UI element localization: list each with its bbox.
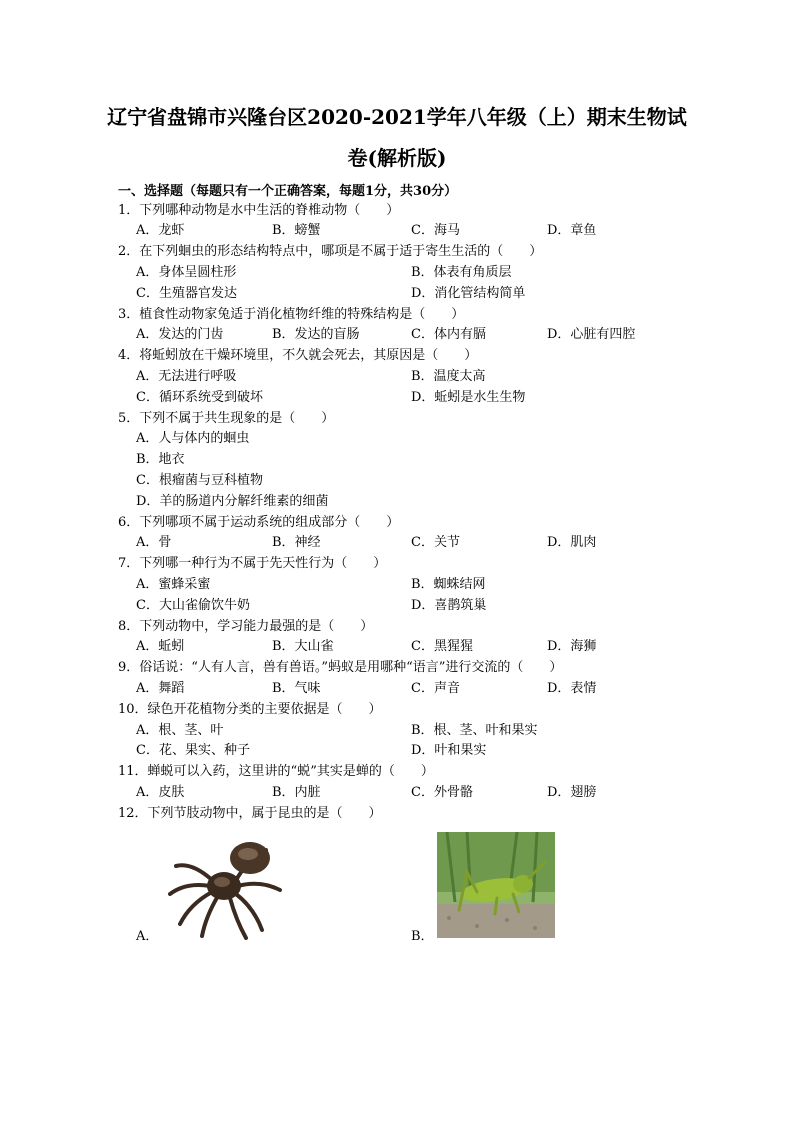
q2-option-d: D．消化管结构简单 [411,286,526,301]
question-5-stem: 5．下列不属于共生现象的是（ ） [118,411,335,426]
q4-option-c: C．循环系统受到破坏 [136,390,263,405]
q3-option-a: A．发达的门齿 [136,327,224,342]
q7-option-d: D．喜鹊筑巢 [411,598,487,613]
q2-option-a: A．身体呈圆柱形 [136,265,237,280]
q5-option-a: A．人与体内的蛔虫 [136,431,250,446]
q9-option-b: B．气味 [272,681,321,696]
question-7-stem: 7．下列哪一种行为不属于先天性行为（ ） [118,556,387,571]
q11-option-a: A．皮肤 [136,785,185,800]
q8-option-b: B．大山雀 [272,639,334,654]
q11-option-c: C．外骨骼 [411,785,473,800]
question-4-stem: 4．将蚯蚓放在干燥环境里，不久就会死去，其原因是（ ） [118,348,478,363]
q6-option-b: B．神经 [272,535,321,550]
q10-option-d: D．叶和果实 [411,743,487,758]
q7-option-b: B．蜘蛛结网 [411,577,486,592]
q8-option-c: C．黑猩猩 [411,639,473,654]
q1-option-d: D．章鱼 [547,223,597,238]
question-9-stem: 9．俗话说：“人有人言，兽有兽语。”蚂蚁是用哪种“语言”进行交流的（ ） [118,660,563,675]
spider-image [162,832,286,940]
question-2-stem: 2．在下列蛔虫的形态结构特点中，哪项是不属于适于寄生生活的（ ） [118,244,543,259]
q4-option-d: D．蚯蚓是水生生物 [411,390,526,405]
q12-option-a: A． [136,929,159,944]
grasshopper-image [437,832,555,938]
q5-option-b: B．地衣 [136,452,185,467]
q2-option-c: C．生殖器官发达 [136,286,237,301]
question-1-stem: 1．下列哪种动物是水中生活的脊椎动物（ ） [118,203,400,218]
q11-option-b: B．内脏 [272,785,321,800]
question-11-stem: 11．蝉蜕可以入药，这里讲的“蜕”其实是蝉的（ ） [118,764,434,779]
q10-option-c: C．花、果实、种子 [136,743,250,758]
q12-option-b: B． [411,929,434,944]
q3-option-c: C．体内有膈 [411,327,486,342]
document-title-line1: 辽宁省盘锦市兴隆台区2020-2021学年八年级（上）期末生物试 [107,105,687,129]
q7-option-c: C．大山雀偷饮牛奶 [136,598,250,613]
question-12-stem: 12．下列节肢动物中，属于昆虫的是（ ） [118,806,382,821]
q9-option-a: A．舞蹈 [136,681,185,696]
q1-option-a: A．龙虾 [136,223,185,238]
q4-option-b: B．温度太高 [411,369,486,384]
q8-option-d: D．海狮 [547,639,597,654]
q4-option-a: A．无法进行呼吸 [136,369,237,384]
q5-option-c: C．根瘤菌与豆科植物 [136,473,263,488]
document-title-line2: 卷(解析版) [347,146,447,170]
q3-option-d: D．心脏有四腔 [547,327,636,342]
q9-option-c: C．声音 [411,681,460,696]
q6-option-a: A．骨 [136,535,172,550]
q11-option-d: D．翅膀 [547,785,597,800]
question-8-stem: 8．下列动物中，学习能力最强的是（ ） [118,619,374,634]
q9-option-d: D．表情 [547,681,597,696]
q7-option-a: A．蜜蜂采蜜 [136,577,211,592]
q2-option-b: B．体表有角质层 [411,265,512,280]
q3-option-b: B．发达的盲肠 [272,327,360,342]
q10-option-a: A．根、茎、叶 [136,723,224,738]
question-3-stem: 3．植食性动物家兔适于消化植物纤维的特殊结构是（ ） [118,307,465,322]
q6-option-c: C．关节 [411,535,460,550]
section-heading: 一、选择题（每题只有一个正确答案，每题1分，共30分） [118,184,458,199]
question-6-stem: 6．下列哪项不属于运动系统的组成部分（ ） [118,515,400,530]
q1-option-c: C．海马 [411,223,460,238]
q6-option-d: D．肌肉 [547,535,597,550]
q8-option-a: A．蚯蚓 [136,639,185,654]
q5-option-d: D．羊的肠道内分解纤维素的细菌 [136,494,329,509]
question-10-stem: 10．绿色开花植物分类的主要依据是（ ） [118,702,382,717]
q10-option-b: B．根、茎、叶和果实 [411,723,538,738]
q1-option-b: B．螃蟹 [272,223,321,238]
